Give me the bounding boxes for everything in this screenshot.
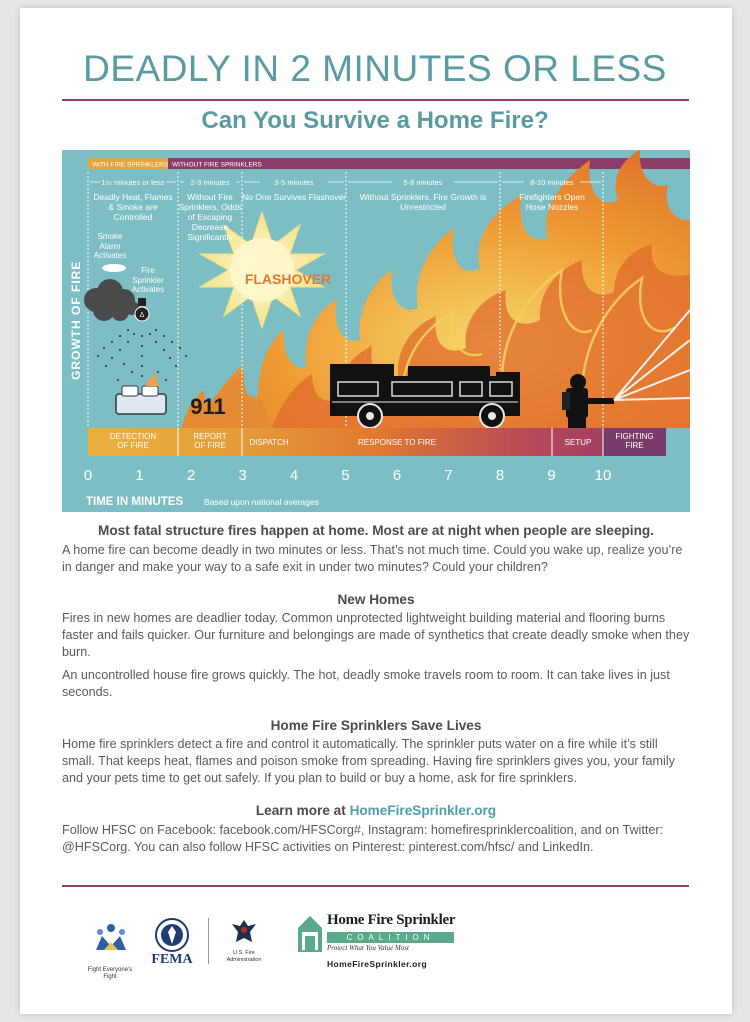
period-4-desc: Without Sprinklers, Fire Growth is Unrestricted	[359, 192, 487, 212]
sprinklers-heading: Home Fire Sprinklers Save Lives	[270, 718, 482, 733]
stage-response: RESPONSE TO FIRE	[358, 438, 436, 447]
learn-more-prefix: Learn more at	[255, 803, 350, 818]
lead-heading: Most fatal structure fires happen at home. Most are at night when people are sleeping.	[98, 523, 654, 538]
svg-text:Δ: Δ	[139, 312, 145, 319]
smoke-alarm-label: Smoke Alarm Activates	[93, 232, 127, 260]
call-911-label: 911	[190, 394, 226, 419]
stage-report: REPORT OF FIRE	[193, 432, 227, 450]
usfa-text: U.S. Fire Administration	[226, 950, 262, 963]
period-3-desc: No One Survives Flashover	[242, 192, 346, 202]
stage-dispatch: DISPATCH	[249, 438, 289, 447]
legend-with-label: WITH FIRE SPRINKLERS	[92, 161, 169, 169]
period-5-label: 8-10 minutes	[530, 178, 574, 187]
period-5-desc: Firefighters Open Hose Nozzles	[519, 192, 585, 212]
period-3-label: 3-5 minutes	[274, 178, 314, 187]
new-homes-heading: New Homes	[337, 592, 415, 607]
period-4-label: 5-8 minutes	[403, 178, 443, 187]
lead-body: A home fire can become deadly in two minutes or less. That’s not much time. Could you wake up, realize you’re in danger and make your way to a safe exit in under two minutes? Could your children?	[62, 543, 683, 574]
x-tick-9: 9	[547, 467, 556, 484]
x-tick-2: 2	[186, 467, 196, 484]
new-homes-paragraph-2: An uncontrolled house fire grows quickly. The hot, deadly smoke travels room to room. It can take lives in just seconds.	[62, 668, 670, 699]
sprinklers-body: Home fire sprinklers detect a fire and control it automatically. The sprinkler puts water on a fire while it’s still small. That keeps heat, flames and poison smoke from spreading. Having fire sprinklers gives you, your family and your pets time to get out safely. If you plan to build or buy a home, ask for fire sprinklers.	[62, 737, 675, 785]
learn-more-heading	[62, 803, 690, 818]
page-title: DEADLY IN 2 MINUTES OR LESS	[83, 48, 667, 89]
flashover-label: FLASHOVER	[244, 271, 332, 287]
x-axis-note: Based upon national averages	[204, 497, 319, 507]
everyones-fight-text: Fight Everyone's Fight	[87, 967, 133, 980]
hfsc-url[interactable]: HomeFireSprinkler.org	[327, 959, 428, 969]
hfsc-coalition-band: COALITION	[327, 932, 454, 943]
x-tick-7: 7	[444, 467, 453, 484]
period-1-label: 1½ minutes or less	[101, 178, 165, 187]
hfsc-house-icon	[296, 914, 324, 954]
fema-text: FEMA	[151, 952, 193, 967]
legend-without-label: WITHOUT FIRE SPRINKLERS	[172, 161, 262, 169]
x-tick-0: 0	[83, 467, 93, 484]
x-axis-label: TIME IN MINUTES	[86, 496, 184, 508]
top-divider	[62, 99, 689, 101]
x-tick-10: 10	[594, 467, 612, 484]
period-1-desc: Deadly Heat, Flames & Smoke are Controlled	[93, 192, 173, 222]
period-2-desc: Without Fire Sprinklers, Odds of Escaping Decrease Significantly	[178, 192, 242, 242]
y-axis-label: GROWTH OF FIRE	[69, 260, 83, 380]
new-homes-paragraph-1: Fires in new homes are deadlier today. Common unprotected lightweight building material and flooring burns faster and fails quicker. Our furniture and belongings are made of synthetics that create deadly smoke when they burn.	[62, 611, 690, 659]
logo-separator	[208, 918, 209, 964]
smoke-alarm-icon	[102, 264, 126, 272]
x-tick-4: 4	[289, 467, 299, 484]
hfsc-tagline: Protect What You Value Most	[327, 944, 409, 952]
period-2-label: 2-3 minutes	[190, 178, 230, 187]
stage-detection: DETECTION OF FIRE	[109, 432, 157, 450]
stage-setup: SETUP	[564, 438, 592, 447]
dhs-seal-icon	[155, 918, 189, 952]
usfa-eagle-icon	[230, 918, 258, 948]
x-tick-5: 5	[341, 467, 350, 484]
learn-more-link[interactable]: HomeFireSprinkler.org	[349, 803, 497, 818]
stage-fighting: FIGHTING FIRE	[615, 432, 654, 450]
page-subtitle: Can You Survive a Home Fire?	[201, 107, 549, 134]
x-tick-6: 6	[392, 467, 402, 484]
follow-body: Follow HFSC on Facebook: facebook.com/HFSCorg#, Instagram: homefiresprinklercoalition, and on Twitter: @HFSCorg. You can also follow HFSC activities on Pinterest: pinterest.com/hfsc/ and LinkedIn.	[62, 823, 664, 854]
x-tick-3: 3	[238, 467, 247, 484]
everyones-fight-logo	[90, 920, 132, 966]
fire-growth-infographic	[62, 150, 690, 512]
sprinkler-activates-label: Fire Sprinkler Activates	[131, 266, 165, 294]
bottom-divider	[62, 885, 689, 887]
x-tick-1: 1	[135, 467, 144, 484]
x-tick-8: 8	[495, 467, 505, 484]
hfsc-name: Home Fire Sprinkler	[327, 912, 456, 928]
